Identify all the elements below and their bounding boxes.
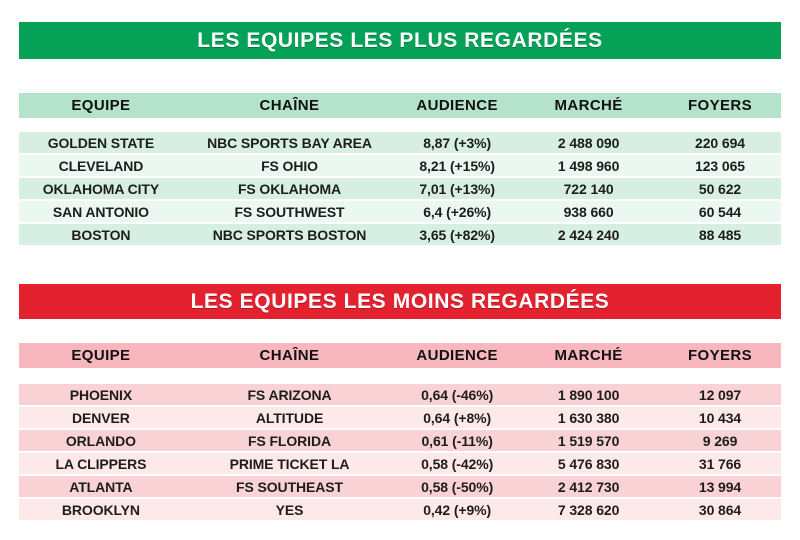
team-cell: ORLANDO: [65, 432, 136, 449]
households-cell: 60 544: [698, 203, 742, 220]
table-row: [19, 430, 781, 451]
most-watched-table: [19, 22, 781, 245]
audience-cell: 0,64 (+8%): [423, 409, 492, 426]
audience-cell: 0,42 (+9%): [423, 501, 492, 518]
market-cell: 1 890 100: [557, 386, 620, 403]
households-cell: 12 097: [698, 386, 742, 403]
market-cell: 1 630 380: [557, 409, 620, 426]
audience-cell: 0,64 (-46%): [421, 386, 494, 403]
table-banner: LES EQUIPES LES PLUS REGARDÉES: [19, 22, 781, 59]
market-cell: 7 328 620: [557, 501, 620, 518]
team-cell: ATLANTA: [69, 478, 133, 495]
team-cell: OKLAHOMA CITY: [42, 180, 160, 197]
least-watched-table: [19, 284, 781, 520]
households-cell: 88 485: [698, 226, 742, 243]
households-cell: 30 864: [698, 501, 742, 518]
channel-cell: FS ARIZONA: [247, 386, 332, 403]
team-cell: CLEVELAND: [58, 157, 144, 174]
households-cell: 220 694: [695, 134, 745, 151]
channel-cell: PRIME TICKET LA: [229, 455, 350, 472]
channel-cell: FS FLORIDA: [248, 432, 331, 449]
team-cell: GOLDEN STATE: [47, 134, 155, 151]
team-cell: BROOKLYN: [61, 501, 140, 518]
audience-cell: 0,61 (-11%): [421, 432, 493, 449]
audience-cell: 0,58 (-42%): [421, 455, 494, 472]
team-cell: LA CLIPPERS: [55, 455, 147, 472]
team-cell: SAN ANTONIO: [52, 203, 149, 220]
table-body: [19, 384, 781, 520]
column-header-row: [19, 343, 781, 368]
market-cell: 2 412 730: [557, 478, 620, 495]
audience-cell: 8,21 (+15%): [419, 157, 495, 174]
audience-cell: 8,87 (+3%): [423, 134, 492, 151]
column-header: EQUIPE: [71, 347, 131, 364]
column-header: FOYERS: [687, 97, 753, 114]
households-cell: 50 622: [698, 180, 742, 197]
channel-cell: YES: [275, 501, 304, 518]
column-header: AUDIENCE: [416, 347, 498, 364]
audience-cell: 0,58 (-50%): [421, 478, 494, 495]
households-cell: 9 269: [702, 432, 738, 449]
channel-cell: FS OHIO: [261, 157, 318, 174]
column-header: CHAÎNE: [259, 97, 320, 114]
table-row: [19, 499, 781, 520]
table-body: [19, 132, 781, 245]
table-row: [19, 132, 781, 153]
team-cell: PHOENIX: [69, 386, 133, 403]
table-row: [19, 201, 781, 222]
table-row: [19, 476, 781, 497]
households-cell: 31 766: [698, 455, 742, 472]
channel-cell: NBC SPORTS BOSTON: [212, 226, 367, 243]
channel-cell: FS OKLAHOMA: [237, 180, 342, 197]
team-cell: DENVER: [72, 409, 130, 426]
column-header: AUDIENCE: [416, 97, 498, 114]
table-row: [19, 155, 781, 176]
market-cell: 1 498 960: [557, 157, 620, 174]
audience-cell: 3,65 (+82%): [419, 226, 495, 243]
market-cell: 938 660: [563, 203, 614, 220]
column-header: CHAÎNE: [259, 347, 320, 364]
column-header: EQUIPE: [71, 97, 131, 114]
market-cell: 722 140: [563, 180, 614, 197]
households-cell: 13 994: [698, 478, 742, 495]
market-cell: 2 488 090: [557, 134, 620, 151]
market-cell: 5 476 830: [557, 455, 620, 472]
market-cell: 1 519 570: [557, 432, 620, 449]
market-cell: 2 424 240: [557, 226, 620, 243]
channel-cell: FS SOUTHEAST: [236, 478, 343, 495]
audience-cell: 7,01 (+13%): [419, 180, 495, 197]
table-row: [19, 224, 781, 245]
table-banner: LES EQUIPES LES MOINS REGARDÉES: [19, 284, 781, 319]
table-row: [19, 384, 781, 405]
channel-cell: ALTITUDE: [255, 409, 324, 426]
column-header-row: [19, 93, 781, 118]
audience-cell: 6,4 (+26%): [423, 203, 492, 220]
team-cell: BOSTON: [71, 226, 131, 243]
column-header: MARCHÉ: [554, 347, 623, 364]
column-header: FOYERS: [687, 347, 753, 364]
households-cell: 10 434: [698, 409, 742, 426]
households-cell: 123 065: [695, 157, 745, 174]
table-row: [19, 407, 781, 428]
channel-cell: FS SOUTHWEST: [234, 203, 345, 220]
table-row: [19, 178, 781, 199]
column-header: MARCHÉ: [554, 97, 623, 114]
channel-cell: NBC SPORTS BAY AREA: [207, 134, 372, 151]
table-row: [19, 453, 781, 474]
